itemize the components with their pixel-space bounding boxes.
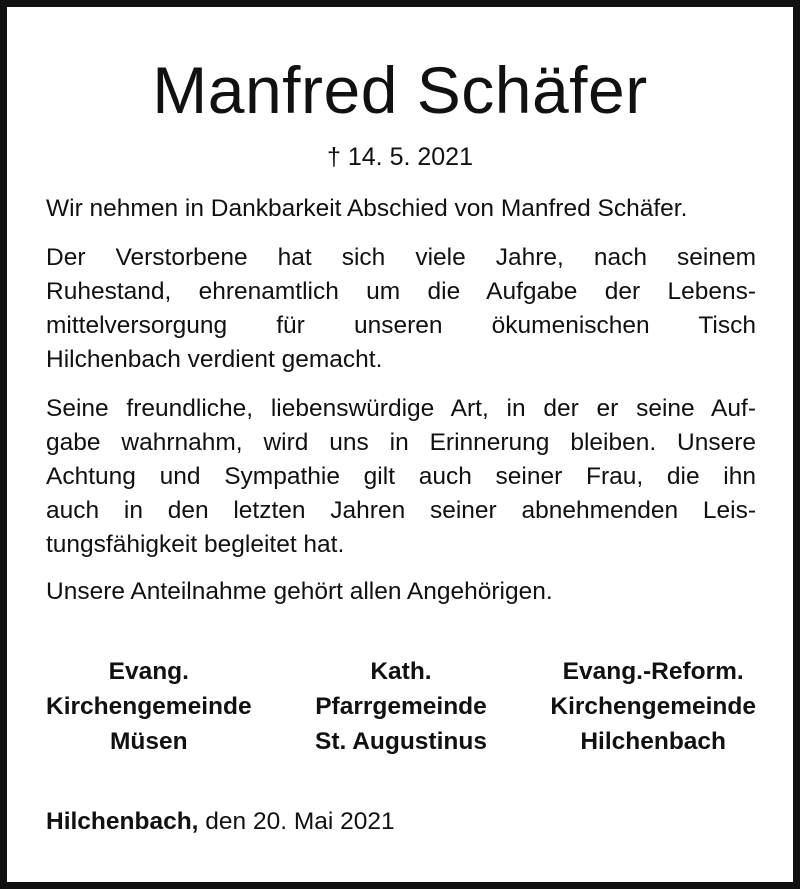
paragraph-condolence <box>46 575 756 609</box>
signers-block <box>46 654 756 759</box>
death-date: † 14. 5. 2021 <box>327 143 473 171</box>
paragraph-line: Seine freundliche, liebenswürdige Art, in der er seine Auf- <box>46 395 756 422</box>
signer-line: St. Augustinus <box>315 728 487 755</box>
signer-line: Kath. <box>370 658 432 685</box>
footer-date: den 20. Mai 2021 <box>205 808 395 835</box>
paragraph-line: Ruhestand, ehrenamtlich um die Aufgabe der Lebens- <box>46 278 756 305</box>
paragraph-line: Unsere Anteilnahme gehört allen Angehörigen. <box>46 578 553 605</box>
signer-line: Pfarrgemeinde <box>315 693 487 720</box>
paragraph-remembrance <box>46 392 756 562</box>
signer-line: Evang.-Reform. <box>562 658 744 685</box>
signer-line: Müsen <box>110 728 188 755</box>
paragraph-farewell <box>46 192 756 226</box>
paragraph-line: mittelversorgung für unseren ökumenischen Tisch <box>46 312 756 339</box>
footer-place: Hilchenbach, <box>46 808 199 835</box>
signer-evang-muesen <box>46 654 252 759</box>
signer-evang-reform-hilchenbach <box>550 654 756 759</box>
paragraph-line: auch in den letzten Jahren seiner abnehmenden Leis- <box>46 497 756 524</box>
place-date-line <box>46 805 395 839</box>
paragraph-line: Wir nehmen in Dankbarkeit Abschied von Manfred Schäfer. <box>46 195 688 222</box>
signer-line: Kirchengemeinde <box>550 693 756 720</box>
signer-kath-st-augustinus <box>315 654 487 759</box>
paragraph-volunteer-work <box>46 241 756 377</box>
paragraph-line: Achtung und Sympathie gilt auch seiner Frau, die ihn <box>46 463 756 490</box>
paragraph-line: gabe wahrnahm, wird uns in Erinnerung bleiben. Unsere <box>46 429 756 456</box>
signer-line: Kirchengemeinde <box>46 693 252 720</box>
paragraph-line: tungsfähigkeit begleitet hat. <box>46 531 345 558</box>
signer-line: Hilchenbach <box>580 728 727 755</box>
deceased-name: Manfred Schäfer <box>152 53 648 127</box>
signer-line: Evang. <box>108 658 189 685</box>
paragraph-line: Der Verstorbene hat sich viele Jahre, nach seinem <box>46 244 756 271</box>
paragraph-line: Hilchenbach verdient gemacht. <box>46 346 383 373</box>
